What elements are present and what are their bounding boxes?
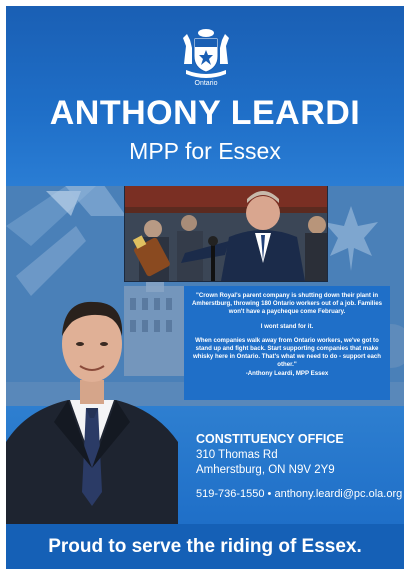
quote-attribution: -Anthony Leardi, MPP Essex (245, 369, 329, 377)
crest-caption: Ontario (194, 80, 218, 87)
office-address-line-2: Amherstburg, ON N9V 2Y9 (196, 464, 335, 476)
footer (6, 524, 404, 569)
quote-box (184, 286, 390, 400)
mpp-portrait (6, 292, 178, 524)
ontario-crest-icon (178, 24, 234, 82)
header (6, 6, 404, 186)
press-conference-photo (124, 186, 328, 282)
footer-tagline: Proud to serve the riding of Essex. (48, 536, 362, 557)
office-contact: 519-736-1550 • anthony.leardi@pc.ola.org (196, 488, 403, 500)
mpp-role: MPP for Essex (129, 138, 281, 164)
quote-paragraph-1: "Crown Royal's parent company is shutting down their plant in Amherstburg, throwing 180 Ontario workers out of a job. Families won't have a paycheque come February. (192, 292, 382, 316)
office-title: CONSTITUENCY OFFICE (196, 432, 344, 446)
flyer (6, 6, 404, 569)
mpp-name: ANTHONY LEARDI (49, 94, 361, 132)
office-address-line-1: 310 Thomas Rd (196, 449, 278, 461)
quote-paragraph-2: I wont stand for it. (260, 322, 314, 330)
quote-paragraph-3: When companies walk away from Ontario workers, we've got to stand up and fight back. Start supporting companies that make whisky here in Ontario. That's what we need to do - support each other." (192, 336, 381, 369)
